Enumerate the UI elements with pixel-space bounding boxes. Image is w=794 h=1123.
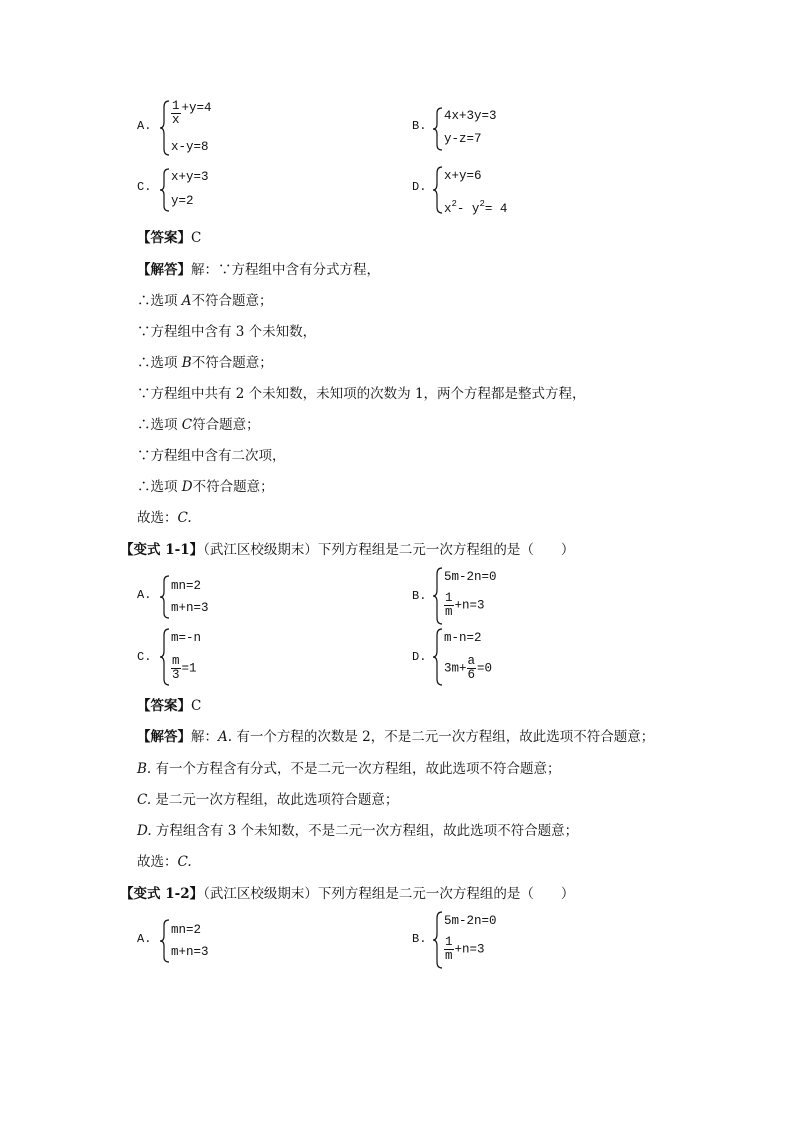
fraction: $\frac{1}{m}$ <box>445 935 453 963</box>
brace-icon <box>160 100 170 156</box>
solution-line: ∵方程组中共有 2 个未知数，未知项的次数为 1，两个方程都是整式方程， <box>137 386 586 402</box>
brace-icon <box>433 166 443 214</box>
option-c-system <box>160 628 260 686</box>
brace-icon <box>160 628 170 686</box>
option-b-letter: B. <box>412 589 427 603</box>
solution-line: D. 方程组含有 3 个未知数，不是二元一次方程组，故此选项不符合题意； <box>137 823 579 839</box>
option-d-letter: D. <box>412 650 427 664</box>
option-a-system <box>160 919 260 963</box>
option-a-system <box>160 575 260 619</box>
equation-line: x-y=8 <box>171 140 209 154</box>
option-a-letter: A. <box>137 588 152 602</box>
brace-icon <box>160 575 170 619</box>
option-a-letter: A. <box>137 932 152 946</box>
solution-line: 【解答】解：A. 有一个方程的次数是 2，不是二元一次方程组，故此选项不符合题意； <box>137 729 655 745</box>
answer: 【答案】C <box>137 230 202 246</box>
equation-line: m=-n <box>171 631 202 645</box>
solution-line: ∴选项 A不符合题意； <box>137 293 273 309</box>
brace-icon <box>160 168 170 212</box>
brace-icon <box>433 107 443 151</box>
solution-line: B. 有一个方程含有分式，不是二元一次方程组，故此选项不符合题意； <box>137 761 561 777</box>
equation-line: 3m+ $\frac{a}{6}$ =0 <box>444 654 493 682</box>
equation-line: m+n=3 <box>171 601 209 615</box>
fraction: $\frac{a}{6}$ <box>467 654 476 682</box>
solution-line: C. 是二元一次方程组，故此选项符合题意； <box>137 792 399 808</box>
equation-line: m-n=2 <box>444 631 482 645</box>
option-a-letter: A. <box>137 119 152 133</box>
option-b-system <box>433 567 543 625</box>
fraction: $\frac{1}{m}$ <box>445 591 453 619</box>
option-d-letter: D. <box>412 180 427 194</box>
option-b-system <box>433 107 533 151</box>
question-header: 【变式 1-1】（武江区校级期末）下列方程组是二元一次方程组的是（ ） <box>120 542 575 558</box>
option-b-system <box>433 911 543 969</box>
option-c-letter: C. <box>137 650 152 664</box>
option-c-letter: C. <box>137 180 152 194</box>
fraction: $\frac{1}{x}$ <box>172 99 180 127</box>
brace-icon <box>433 567 443 625</box>
brace-icon <box>433 628 443 686</box>
equation-line: 5m-2n=0 <box>444 570 497 584</box>
equation-line: x+y=6 <box>444 169 482 183</box>
option-a-system: $\frac{1}{x}$ +y=4 x-y=8 <box>160 100 260 156</box>
equation-line: 5m-2n=0 <box>444 914 497 928</box>
solution-line: ∴选项 D不符合题意； <box>137 479 274 495</box>
brace-icon <box>160 919 170 963</box>
solution-line: ∴选项 C符合题意； <box>137 417 260 433</box>
solution-line: 【解答】解：∵方程组中含有分式方程， <box>137 262 380 278</box>
equation-line: mn=2 <box>171 923 202 937</box>
fraction: $\frac{m}{3}$ <box>172 654 180 682</box>
equation-line: y-z=7 <box>444 132 482 146</box>
equation-line: $\frac{1}{m}$ +n=3 <box>445 591 485 619</box>
equation-line: m+n=3 <box>171 945 209 959</box>
solution-line: ∵方程组中含有二次项， <box>137 448 286 464</box>
conclusion: 故选：C. <box>137 854 192 870</box>
conclusion: 故选：C. <box>137 510 192 526</box>
equation-line: $x^2-$ $y^2= 4$ <box>444 199 508 216</box>
equation-line: mn=2 <box>171 579 202 593</box>
answer: 【答案】C <box>137 698 202 714</box>
question-header: 【变式 1-2】（武江区校级期末）下列方程组是二元一次方程组的是（ ） <box>120 886 575 902</box>
option-b-letter: B. <box>412 119 427 133</box>
solution-line: ∵方程组中含有 3 个未知数， <box>137 324 317 340</box>
equation-line: $\frac{m}{3}$ =1 <box>172 654 197 682</box>
option-d-system <box>433 628 553 686</box>
solution-line: ∴选项 B不符合题意； <box>137 355 273 371</box>
brace-icon <box>433 911 443 969</box>
equation-line: $\frac{1}{m}$ +n=3 <box>445 935 485 963</box>
equation-line: x+y=3 <box>171 170 209 184</box>
equation-line: 4x+3y=3 <box>444 109 497 123</box>
option-c-system <box>160 168 260 212</box>
option-b-letter: B. <box>412 932 427 946</box>
equation-line: y=2 <box>171 194 194 208</box>
option-d-system <box>433 166 543 214</box>
